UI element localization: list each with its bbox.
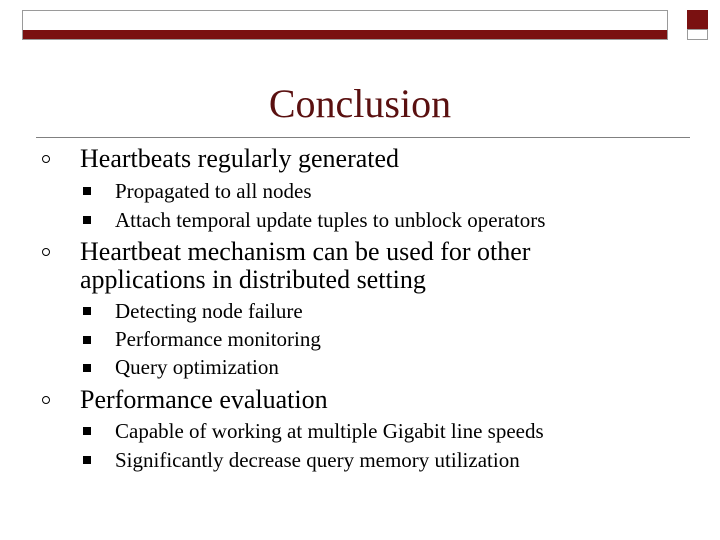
- sub-bullet-text: Attach temporal update tuples to unblock operators: [115, 208, 546, 232]
- filled-square-bullet-icon: [83, 336, 91, 344]
- filled-square-bullet-icon: [83, 187, 91, 195]
- bullet-text: Heartbeats regularly generated: [80, 144, 400, 173]
- slide-title: Conclusion: [268, 81, 452, 126]
- filled-square-bullet-icon: [83, 456, 91, 464]
- hollow-circle-bullet-icon: [42, 155, 50, 163]
- filled-square-bullet-icon: [83, 216, 91, 224]
- hollow-circle-bullet-icon: [42, 248, 50, 256]
- sub-bullet-text: Detecting node failure: [115, 299, 303, 323]
- sub-bullet-text: Capable of working at multiple Gigabit line speeds: [115, 419, 544, 443]
- hollow-circle-bullet-icon: [42, 396, 50, 404]
- bullet-text: Heartbeat mechanism can be used for other: [80, 237, 531, 266]
- sub-bullet-text: Significantly decrease query memory utilization: [115, 448, 520, 472]
- sub-bullet-text: Propagated to all nodes: [115, 179, 312, 203]
- filled-square-bullet-icon: [83, 427, 91, 435]
- sub-bullet-text: Performance monitoring: [115, 327, 321, 351]
- filled-square-bullet-icon: [83, 364, 91, 372]
- bullet-text-continued: applications in distributed setting: [80, 265, 426, 294]
- sub-bullet-text: Query optimization: [115, 355, 279, 379]
- filled-square-bullet-icon: [83, 307, 91, 315]
- bullet-text: Performance evaluation: [80, 385, 328, 414]
